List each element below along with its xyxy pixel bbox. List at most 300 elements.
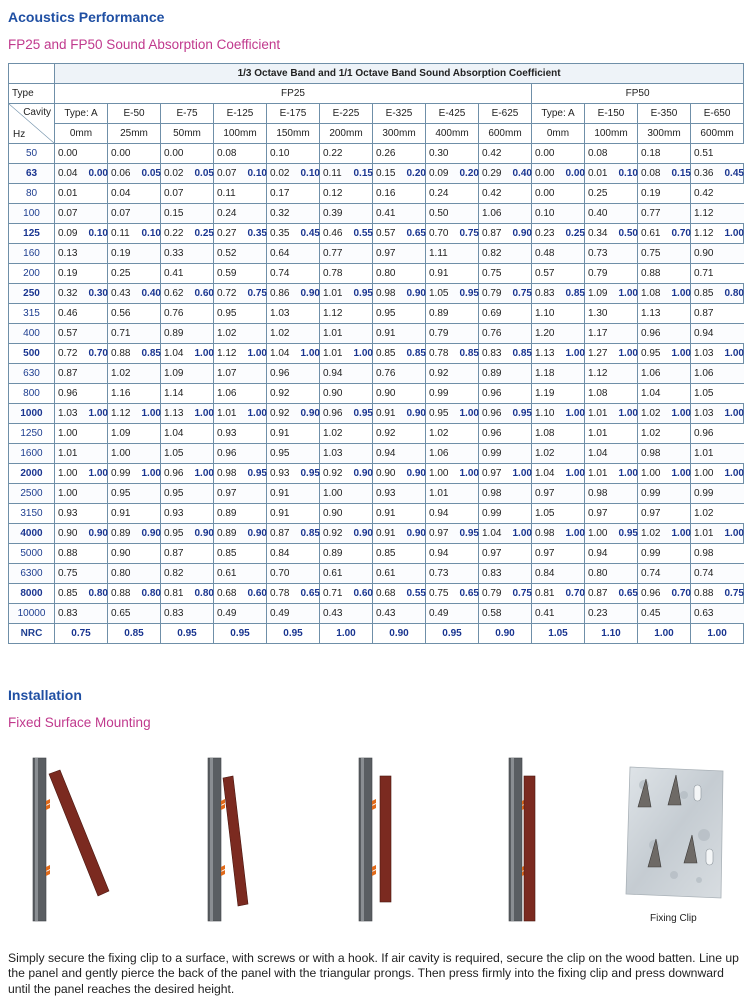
third-octave-value: 0.17 [267,184,320,204]
third-octave-value: 0.62 [161,284,192,304]
third-octave-value: 0.59 [214,264,267,284]
third-octave-value: 0.10 [532,204,585,224]
octave-value: 0.75 [510,584,532,604]
third-octave-value: 1.12 [585,364,638,384]
third-octave-value: 0.72 [214,284,245,304]
third-octave-value: 0.99 [638,544,691,564]
frequency-cell: 500 [9,344,55,364]
third-octave-value: 0.00 [108,144,161,164]
third-octave-value: 0.41 [532,604,585,624]
third-octave-value: 1.17 [585,324,638,344]
third-octave-value: 0.90 [373,384,426,404]
cavity-label: Cavity [23,107,51,118]
third-octave-value: 1.06 [426,444,479,464]
third-octave-value: 1.01 [426,484,479,504]
octave-value: 1.00 [722,344,744,364]
nrc-row [9,624,744,644]
third-octave-value: 0.89 [214,504,267,524]
third-octave-value: 0.43 [108,284,139,304]
octave-value: 0.70 [669,224,691,244]
third-octave-value: 1.03 [691,344,722,364]
third-octave-value: 0.76 [373,364,426,384]
octave-value: 0.90 [351,464,373,484]
third-octave-value: 0.61 [638,224,669,244]
nrc-label: NRC [9,624,55,644]
third-octave-value: 0.87 [585,584,616,604]
octave-value: 1.00 [192,464,214,484]
third-octave-value: 0.56 [108,304,161,324]
column-type-header: E-225 [320,104,373,124]
column-depth-header: 600mm [691,124,744,144]
column-depth-header: 400mm [426,124,479,144]
third-octave-value: 1.12 [691,204,744,224]
third-octave-value: 0.96 [267,364,320,384]
third-octave-value: 0.90 [373,464,404,484]
octave-value: 1.00 [139,464,161,484]
octave-value: 0.95 [616,524,638,544]
third-octave-value: 0.11 [108,224,139,244]
third-octave-value: 0.08 [638,164,669,184]
third-octave-value: 1.02 [638,424,691,444]
third-octave-value: 0.98 [638,444,691,464]
third-octave-value: 0.79 [479,584,510,604]
third-octave-value: 0.07 [214,164,245,184]
third-octave-value: 1.16 [108,384,161,404]
frequency-cell: 3150 [9,504,55,524]
octave-value: 1.00 [139,404,161,424]
octave-value: 0.40 [139,284,161,304]
octave-value: 0.85 [457,344,479,364]
third-octave-value: 0.04 [55,164,86,184]
third-octave-value: 0.15 [161,204,214,224]
third-octave-value: 1.02 [638,404,669,424]
third-octave-value: 0.34 [585,224,616,244]
third-octave-value: 1.02 [691,504,744,524]
third-octave-value: 1.00 [691,464,722,484]
third-octave-value: 1.02 [320,424,373,444]
octave-value: 0.95 [245,464,267,484]
third-octave-value: 0.89 [479,364,532,384]
nrc-value: 0.95 [161,624,214,644]
octave-value: 0.90 [139,524,161,544]
nrc-value: 0.95 [426,624,479,644]
third-octave-value: 0.86 [267,284,298,304]
third-octave-value: 0.99 [479,444,532,464]
third-octave-value: 0.92 [320,524,351,544]
column-type-header: E-125 [214,104,267,124]
third-octave-value: 0.95 [638,344,669,364]
third-octave-value: 0.84 [267,544,320,564]
octave-value: 0.10 [139,224,161,244]
octave-value: 0.10 [298,164,320,184]
third-octave-value: 0.27 [214,224,245,244]
column-type-header: Type: A [532,104,585,124]
third-octave-value: 0.81 [532,584,563,604]
octave-value: 0.20 [457,164,479,184]
third-octave-value: 0.98 [691,544,744,564]
third-octave-value: 1.09 [108,424,161,444]
table-row [9,324,744,344]
third-octave-value: 0.18 [638,144,691,164]
installation-instructions: Simply secure the fixing clip to a surface, with screws or with a hook. If air cavity is required, secure the clip on the wood batten. Line up the panel and gently pierce the back of the panel with the triangular prongs. Then press firmly into the fixing clip and press downward until the panel reaches the desired height. [8,951,739,996]
octave-value: 0.95 [510,404,532,424]
third-octave-value: 0.50 [426,204,479,224]
octave-value: 0.50 [616,224,638,244]
octave-value: 1.00 [722,404,744,424]
frequency-cell: 6300 [9,564,55,584]
third-octave-value: 0.95 [426,404,457,424]
octave-value: 0.65 [404,224,426,244]
third-octave-value: 1.05 [691,384,744,404]
third-octave-value: 0.94 [320,364,373,384]
third-octave-value: 0.96 [638,584,669,604]
octave-value: 0.90 [404,524,426,544]
octave-value: 0.80 [86,584,108,604]
third-octave-value: 0.07 [108,204,161,224]
table-row [9,424,744,444]
third-octave-value: 0.70 [267,564,320,584]
third-octave-value: 0.89 [320,544,373,564]
octave-value: 1.00 [563,464,585,484]
octave-value: 1.00 [563,524,585,544]
third-octave-value: 0.35 [267,224,298,244]
octave-value: 0.85 [563,284,585,304]
third-octave-value: 1.00 [55,484,108,504]
third-octave-value: 0.22 [320,144,373,164]
third-octave-value: 0.85 [55,584,86,604]
third-octave-value: 0.94 [585,544,638,564]
third-octave-value: 0.61 [373,564,426,584]
third-octave-value: 0.99 [426,384,479,404]
third-octave-value: 0.96 [479,384,532,404]
third-octave-value: 0.46 [320,224,351,244]
octave-value: 0.65 [457,584,479,604]
octave-value: 1.00 [616,404,638,424]
third-octave-value: 1.13 [638,304,691,324]
table-row [9,524,744,544]
third-octave-value: 0.25 [108,264,161,284]
third-octave-value: 1.02 [108,364,161,384]
third-octave-value: 0.87 [267,524,298,544]
third-octave-value: 0.71 [108,324,161,344]
frequency-cell: 2000 [9,464,55,484]
column-type-header: E-650 [691,104,744,124]
third-octave-value: 0.96 [638,324,691,344]
third-octave-value: 0.02 [161,164,192,184]
third-octave-value: 0.40 [585,204,638,224]
third-octave-value: 0.92 [373,424,426,444]
octave-value: 0.20 [404,164,426,184]
table-row [9,584,744,604]
octave-value: 0.80 [722,284,744,304]
third-octave-value: 0.93 [267,464,298,484]
octave-value: 1.00 [245,344,267,364]
third-octave-value: 0.99 [638,484,691,504]
third-octave-value: 0.94 [373,444,426,464]
octave-value: 1.00 [669,524,691,544]
third-octave-value: 0.61 [320,564,373,584]
octave-value: 0.75 [245,284,267,304]
octave-value: 0.90 [404,284,426,304]
third-octave-value: 1.12 [108,404,139,424]
octave-value: 1.00 [192,344,214,364]
acoustics-subtitle: FP25 and FP50 Sound Absorption Coefficient [8,37,281,52]
frequency-cell: 1250 [9,424,55,444]
third-octave-value: 0.48 [532,244,585,264]
third-octave-value: 1.01 [585,464,616,484]
third-octave-value: 0.09 [55,224,86,244]
third-octave-value: 0.00 [532,144,585,164]
octave-value: 0.05 [192,164,214,184]
third-octave-value: 0.79 [585,264,638,284]
octave-value: 1.00 [510,524,532,544]
nrc-value: 1.00 [638,624,691,644]
third-octave-value: 1.13 [532,344,563,364]
third-octave-value: 0.07 [55,204,108,224]
third-octave-value: 0.57 [55,324,108,344]
third-octave-value: 0.09 [426,164,457,184]
third-octave-value: 1.04 [638,384,691,404]
third-octave-value: 0.45 [638,604,691,624]
octave-value: 0.70 [669,584,691,604]
third-octave-value: 1.01 [320,324,373,344]
octave-value: 0.95 [351,284,373,304]
third-octave-value: 1.01 [691,524,722,544]
third-octave-value: 0.84 [532,564,585,584]
type-label: Type [9,84,55,104]
third-octave-value: 0.91 [108,504,161,524]
third-octave-value: 0.83 [532,284,563,304]
third-octave-value: 0.11 [214,184,267,204]
third-octave-value: 1.10 [532,304,585,324]
third-octave-value: 0.85 [373,344,404,364]
nrc-value: 0.95 [214,624,267,644]
third-octave-value: 1.00 [585,524,616,544]
third-octave-value: 1.12 [691,224,722,244]
frequency-cell: 250 [9,284,55,304]
third-octave-value: 0.98 [214,464,245,484]
table-row [9,484,744,504]
third-octave-value: 0.97 [373,244,426,264]
third-octave-value: 1.05 [426,284,457,304]
octave-value: 0.45 [298,224,320,244]
third-octave-value: 0.74 [638,564,691,584]
third-octave-value: 0.72 [55,344,86,364]
third-octave-value: 0.49 [267,604,320,624]
third-octave-value: 0.43 [320,604,373,624]
third-octave-value: 1.08 [638,284,669,304]
third-octave-value: 0.77 [320,244,373,264]
mount-step-2-diagram [205,755,265,925]
third-octave-value: 0.85 [214,544,267,564]
third-octave-value: 0.97 [585,504,638,524]
table-row [9,504,744,524]
third-octave-value: 0.29 [479,164,510,184]
third-octave-value: 1.10 [532,404,563,424]
third-octave-value: 0.88 [691,584,722,604]
third-octave-value: 0.74 [691,564,744,584]
frequency-cell: 2500 [9,484,55,504]
octave-value: 1.00 [669,404,691,424]
frequency-cell: 630 [9,364,55,384]
column-type-header: E-350 [638,104,691,124]
third-octave-value: 1.00 [426,464,457,484]
third-octave-value: 0.08 [214,144,267,164]
third-octave-value: 0.96 [161,464,192,484]
third-octave-value: 0.97 [532,484,585,504]
third-octave-value: 0.94 [426,544,479,564]
third-octave-value: 1.00 [108,444,161,464]
third-octave-value: 0.25 [585,184,638,204]
nrc-value: 1.00 [320,624,373,644]
third-octave-value: 0.94 [691,324,744,344]
column-depth-header: 0mm [55,124,108,144]
third-octave-value: 1.01 [585,424,638,444]
octave-value: 0.25 [192,224,214,244]
table-row [9,384,744,404]
third-octave-value: 0.99 [108,464,139,484]
octave-value: 0.95 [298,464,320,484]
third-octave-value: 1.01 [320,344,351,364]
octave-value: 0.90 [510,224,532,244]
octave-value: 0.30 [86,284,108,304]
third-octave-value: 1.03 [320,444,373,464]
column-depth-header: 150mm [267,124,320,144]
third-octave-value: 0.94 [426,504,479,524]
third-octave-value: 0.91 [373,404,404,424]
third-octave-value: 0.95 [108,484,161,504]
installation-title: Installation [8,687,82,703]
third-octave-value: 0.80 [108,564,161,584]
third-octave-value: 0.92 [267,384,320,404]
third-octave-value: 0.93 [373,484,426,504]
third-octave-value: 0.99 [691,484,744,504]
third-octave-value: 0.93 [161,504,214,524]
third-octave-value: 0.75 [426,584,457,604]
octave-value: 1.00 [298,344,320,364]
third-octave-value: 0.19 [108,244,161,264]
octave-value: 0.45 [722,164,744,184]
octave-value: 0.55 [351,224,373,244]
octave-value: 0.70 [86,344,108,364]
third-octave-value: 1.02 [267,324,320,344]
third-octave-value: 0.83 [479,564,532,584]
third-octave-value: 0.90 [108,544,161,564]
third-octave-value: 0.49 [426,604,479,624]
frequency-cell: 4000 [9,524,55,544]
third-octave-value: 0.64 [267,244,320,264]
third-octave-value: 0.15 [373,164,404,184]
frequency-cell: 200 [9,264,55,284]
third-octave-value: 0.82 [161,564,214,584]
third-octave-value: 0.95 [161,524,192,544]
third-octave-value: 0.42 [691,184,744,204]
third-octave-value: 0.06 [108,164,139,184]
octave-value: 0.95 [351,404,373,424]
octave-value: 0.90 [245,524,267,544]
third-octave-value: 0.89 [108,524,139,544]
third-octave-value: 0.63 [691,604,744,624]
nrc-value: 1.10 [585,624,638,644]
third-octave-value: 0.11 [320,164,351,184]
third-octave-value: 0.00 [532,184,585,204]
octave-value: 0.75 [722,584,744,604]
third-octave-value: 0.74 [267,264,320,284]
third-octave-value: 1.04 [267,344,298,364]
third-octave-value: 0.87 [161,544,214,564]
third-octave-value: 0.80 [373,264,426,284]
third-octave-value: 0.77 [638,204,691,224]
octave-value: 1.00 [563,344,585,364]
octave-value: 1.00 [722,524,744,544]
third-octave-value: 0.96 [55,384,108,404]
third-octave-value: 0.91 [426,264,479,284]
third-octave-value: 0.88 [108,344,139,364]
octave-value: 1.00 [510,464,532,484]
third-octave-value: 0.92 [320,464,351,484]
third-octave-value: 0.58 [479,604,532,624]
third-octave-value: 0.90 [691,244,744,264]
group-fp25: FP25 [55,84,532,104]
table-row [9,344,744,364]
third-octave-value: 0.26 [373,144,426,164]
third-octave-value: 0.00 [532,164,563,184]
third-octave-value: 1.01 [55,444,108,464]
third-octave-value: 1.19 [532,384,585,404]
octave-value: 0.60 [192,284,214,304]
third-octave-value: 0.89 [426,304,479,324]
third-octave-value: 0.08 [585,144,638,164]
octave-value: 1.00 [457,464,479,484]
third-octave-value: 1.11 [426,244,479,264]
octave-value: 1.00 [192,404,214,424]
octave-value: 1.00 [669,284,691,304]
octave-value: 1.00 [457,404,479,424]
third-octave-value: 0.93 [214,424,267,444]
third-octave-value: 1.03 [267,304,320,324]
third-octave-value: 1.05 [532,504,585,524]
frequency-cell: 5000 [9,544,55,564]
octave-value: 1.00 [669,344,691,364]
third-octave-value: 0.89 [214,524,245,544]
frequency-cell: 800 [9,384,55,404]
third-octave-value: 0.88 [108,584,139,604]
octave-value: 0.80 [192,584,214,604]
third-octave-value: 0.22 [161,224,192,244]
third-octave-value: 0.42 [479,184,532,204]
third-octave-value: 0.04 [108,184,161,204]
octave-value: 0.15 [351,164,373,184]
octave-value: 0.40 [510,164,532,184]
third-octave-value: 1.09 [585,284,616,304]
third-octave-value: 1.02 [214,324,267,344]
octave-value: 0.80 [139,584,161,604]
octave-value: 0.65 [298,584,320,604]
cavity-hz-label [9,104,55,144]
table-row [9,564,744,584]
octave-value: 0.00 [86,164,108,184]
third-octave-value: 0.32 [267,204,320,224]
third-octave-value: 1.03 [691,404,722,424]
third-octave-value: 0.30 [426,144,479,164]
table-row [9,464,744,484]
third-octave-value: 1.02 [638,524,669,544]
third-octave-value: 0.90 [55,524,86,544]
third-octave-value: 1.05 [161,444,214,464]
third-octave-value: 1.04 [585,444,638,464]
octave-value: 0.65 [616,584,638,604]
nrc-value: 1.05 [532,624,585,644]
